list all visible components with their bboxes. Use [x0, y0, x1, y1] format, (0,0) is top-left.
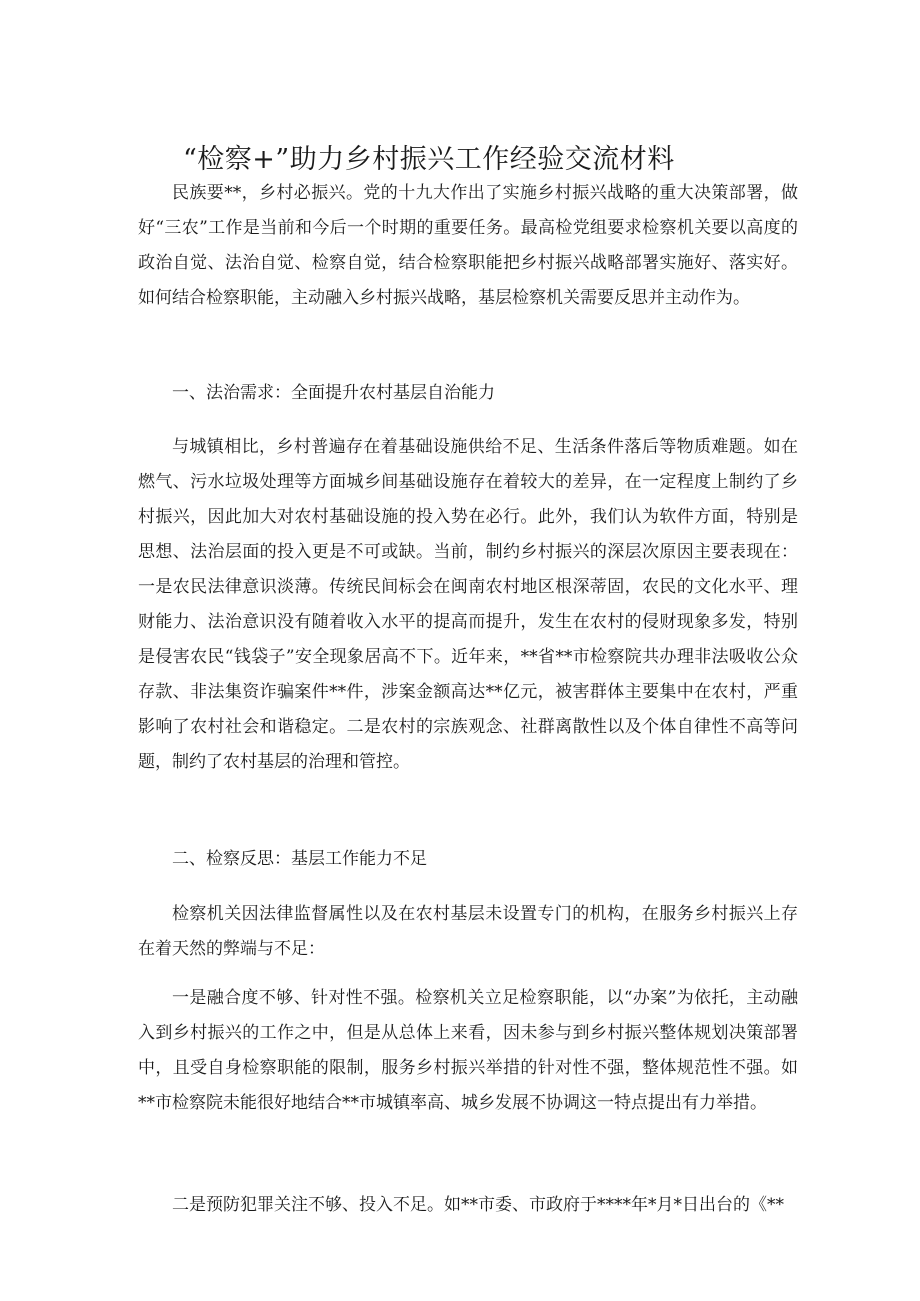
section2-point2-paragraph: 二是预防犯罪关注不够、投入不足。如**市委、市政府于****年*月*日出台的《**: [172, 1195, 784, 1215]
section2-heading: 二、检察反思：基层工作能力不足: [172, 849, 427, 869]
section1-heading: 一、法治需求：全面提升农村基层自治能力: [172, 383, 495, 403]
document-title: “检察+”助力乡村振兴工作经验交流材料: [183, 144, 675, 175]
section2-intro-paragraph: 检察机关因法律监督属性以及在农村基层未设置专门的机构，在服务乡村振兴上存在着天然的弊端与不足：: [138, 904, 798, 959]
section2-point1-paragraph: 一是融合度不够、针对性不强。检察机关立足检察职能，以“办案”为依托，主动融入到乡村振兴的工作之中，但是从总体上来看，因未参与到乡村振兴整体规划决策部署中，且受自身检察职能的限制，服务乡村振兴举措的针对性不强，整体规范性不强。如**市检察院未能很好地结合**市城镇率高、城乡发展不协调这一特点提出有力举措。: [138, 988, 798, 1113]
intro-paragraph: 民族要**，乡村必振兴。党的十九大作出了实施乡村振兴战略的重大决策部署，做好“三农”工作是当前和今后一个时期的重要任务。最高检党组要求检察机关要以高度的政治自觉、法治自觉、检察自觉，结合检察职能把乡村振兴战略部署实施好、落实好。如何结合检察职能，主动融入乡村振兴战略，基层检察机关需要反思并主动作为。: [138, 183, 798, 308]
section1-body-paragraph: 与城镇相比，乡村普遍存在着基础设施供给不足、生活条件落后等物质难题。如在燃气、污水垃圾处理等方面城乡间基础设施存在着较大的差异，在一定程度上制约了乡村振兴，因此加大对农村基础设施的投入势在必行。此外，我们认为软件方面，特别是思想、法治层面的投入更是不可或缺。当前，制约乡村振兴的深层次原因主要表现在：一是农民法律意识淡薄。传统民间标会在闽南农村地区根深蒂固，农民的文化水平、理财能力、法治意识没有随着收入水平的提高而提升，发生在农村的侵财现象多发，特别是侵害农民“钱袋子”安全现象居高不下。近年来，**省**市检察院共办理非法吸收公众存款、非法集资诈骗案件**件，涉案金额高达**亿元，被害群体主要集中在农村，严重影响了农村社会和谐稳定。二是农村的宗族观念、社群离散性以及个体自律性不高等问题，制约了农村基层的治理和管控。: [138, 437, 798, 772]
